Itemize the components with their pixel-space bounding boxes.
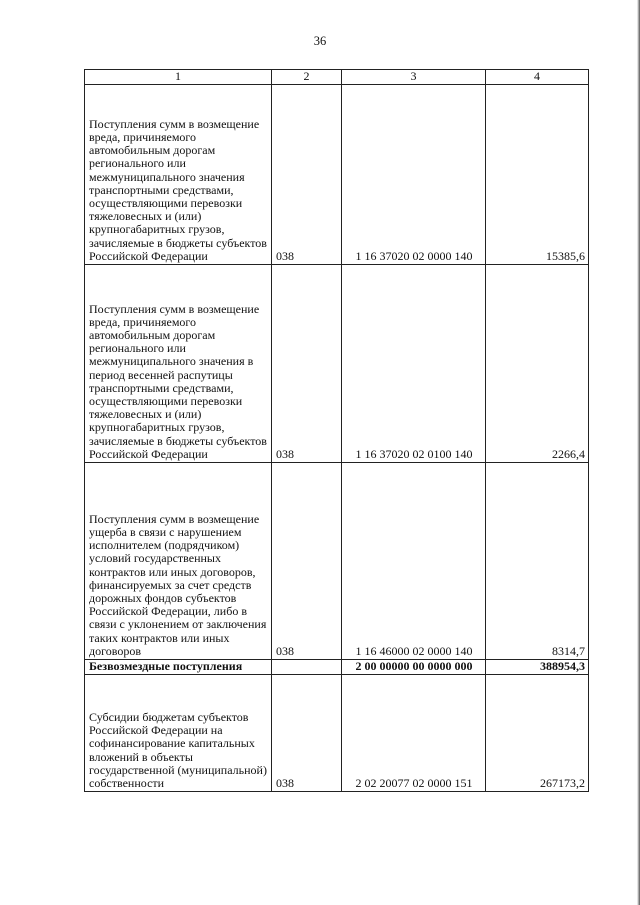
row-amount: 388954,3	[486, 660, 589, 675]
column-header-2: 2	[272, 70, 342, 85]
column-header-4: 4	[486, 70, 589, 85]
row-budget-code: 2 00 00000 00 0000 000	[342, 660, 486, 675]
table-row	[85, 675, 589, 792]
revenue-table	[84, 69, 589, 792]
row-budget-code: 1 16 37020 02 0000 140	[342, 85, 486, 265]
row-description: Поступления сумм в возмещение вреда, причиняемого автомобильным дорогам регионального или межмуниципального значения в период весенней распутицы транспортными средствами, осуществляющими перевозки тяжеловесных и (или) крупногабаритных грузов, зачисляемые в бюджеты субъектов Российской Федерации	[85, 265, 272, 463]
row-amount: 15385,6	[486, 85, 589, 265]
row-amount: 8314,7	[486, 463, 589, 660]
row-admin-code: 038	[272, 463, 342, 660]
column-header-3: 3	[342, 70, 486, 85]
row-description: Поступления сумм в возмещение ущерба в связи с нарушением исполнителем (подрядчиком) условий государственных контрактов или иных договоров, финансируемых за счет средств дорожных фондов субъектов Российской Федерации, либо в связи с уклонением от заключения таких контрактов или иных договоров	[85, 463, 272, 660]
table-row	[85, 265, 589, 463]
row-budget-code: 2 02 20077 02 0000 151	[342, 675, 486, 792]
row-amount: 267173,2	[486, 675, 589, 792]
page-number: 36	[313, 34, 327, 48]
row-description: Поступления сумм в возмещение вреда, причиняемого автомобильным дорогам регионального или межмуниципального значения транспортными средствами, осуществляющими перевозки тяжеловесных и (или) крупногабаритных грузов, зачисляемые в бюджеты субъектов Российской Федерации	[85, 85, 272, 265]
row-admin-code: 038	[272, 85, 342, 265]
table-row-total	[85, 660, 589, 675]
row-amount: 2266,4	[486, 265, 589, 463]
row-budget-code: 1 16 37020 02 0100 140	[342, 265, 486, 463]
table-row	[85, 463, 589, 660]
column-header-1: 1	[85, 70, 272, 85]
row-description: Безвозмездные поступления	[85, 660, 272, 675]
table-header-row	[85, 70, 589, 85]
row-admin-code: 038	[272, 675, 342, 792]
table-row	[85, 85, 589, 265]
row-admin-code: 038	[272, 265, 342, 463]
row-budget-code: 1 16 46000 02 0000 140	[342, 463, 486, 660]
row-description: Субсидии бюджетам субъектов Российской Федерации на софинансирование капитальных вложений в объекты государственной (муниципальной) собственности	[85, 675, 272, 792]
row-admin-code	[272, 660, 342, 675]
